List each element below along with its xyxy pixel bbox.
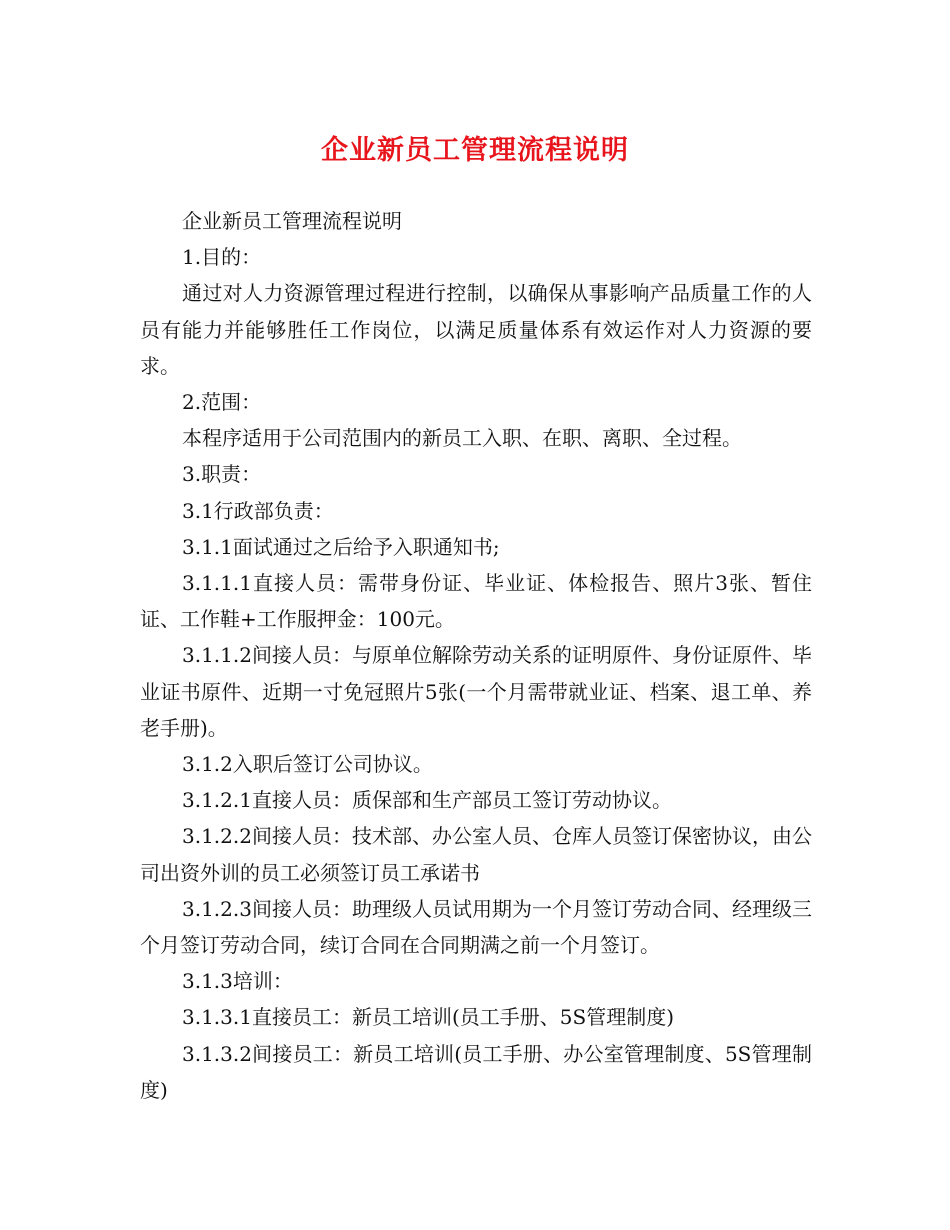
paragraph: 2.范围： <box>182 390 262 415</box>
paragraph: 3.1.3.2间接员工：新员工培训(员工手册、办公室管理制度、5S管理制度) <box>140 1041 812 1102</box>
paragraph: 3.1.3培训： <box>182 969 293 994</box>
document-body <box>140 203 812 1108</box>
document-title: 企业新员工管理流程说明 <box>321 135 629 166</box>
paragraph: 3.1.2.2间接人员：技术部、办公室人员、仓库人员签订保密协议，由公司出资外训的员工必须签订员工承诺书 <box>140 824 812 885</box>
paragraph: 3.1.2入职后签订公司协议。 <box>182 752 433 777</box>
paragraph: 3.1.2.3间接人员：助理级人员试用期为一个月签订劳动合同、经理级三个月签订劳动合同，续订合同在合同期满之前一个月签订。 <box>140 896 812 958</box>
paragraph: 3.1.2.1直接人员：质保部和生产部员工签订劳动协议。 <box>182 788 672 813</box>
paragraph: 通过对人力资源管理过程进行控制，以确保从事影响产品质量工作的人员有能力并能够胜任工作岗位，以满足质量体系有效运作对人力资源的要求。 <box>140 281 812 378</box>
paragraph: 企业新员工管理流程说明 <box>182 209 402 233</box>
paragraph: 3.1.1.1直接人员：需带身份证、毕业证、体检报告、照片3张、暂住证、工作鞋+工作服押金：100元。 <box>140 571 812 632</box>
paragraph: 3.1.1面试通过之后给予入职通知书; <box>182 534 500 559</box>
paragraph: 3.1行政部负责： <box>182 498 334 523</box>
paragraph: 3.1.3.1直接员工：新员工培训(员工手册、5S管理制度) <box>182 1005 675 1030</box>
paragraph: 1.目的： <box>182 245 262 270</box>
paragraph: 本程序适用于公司范围内的新员工入职、在职、离职、全过程。 <box>182 426 742 451</box>
paragraph: 3.职责： <box>182 462 262 487</box>
paragraph: 3.1.1.2间接人员：与原单位解除劳动关系的证明原件、身份证原件、毕业证书原件、近期一寸免冠照片5张(一个月需带就业证、档案、退工单、养老手册)。 <box>140 643 812 740</box>
